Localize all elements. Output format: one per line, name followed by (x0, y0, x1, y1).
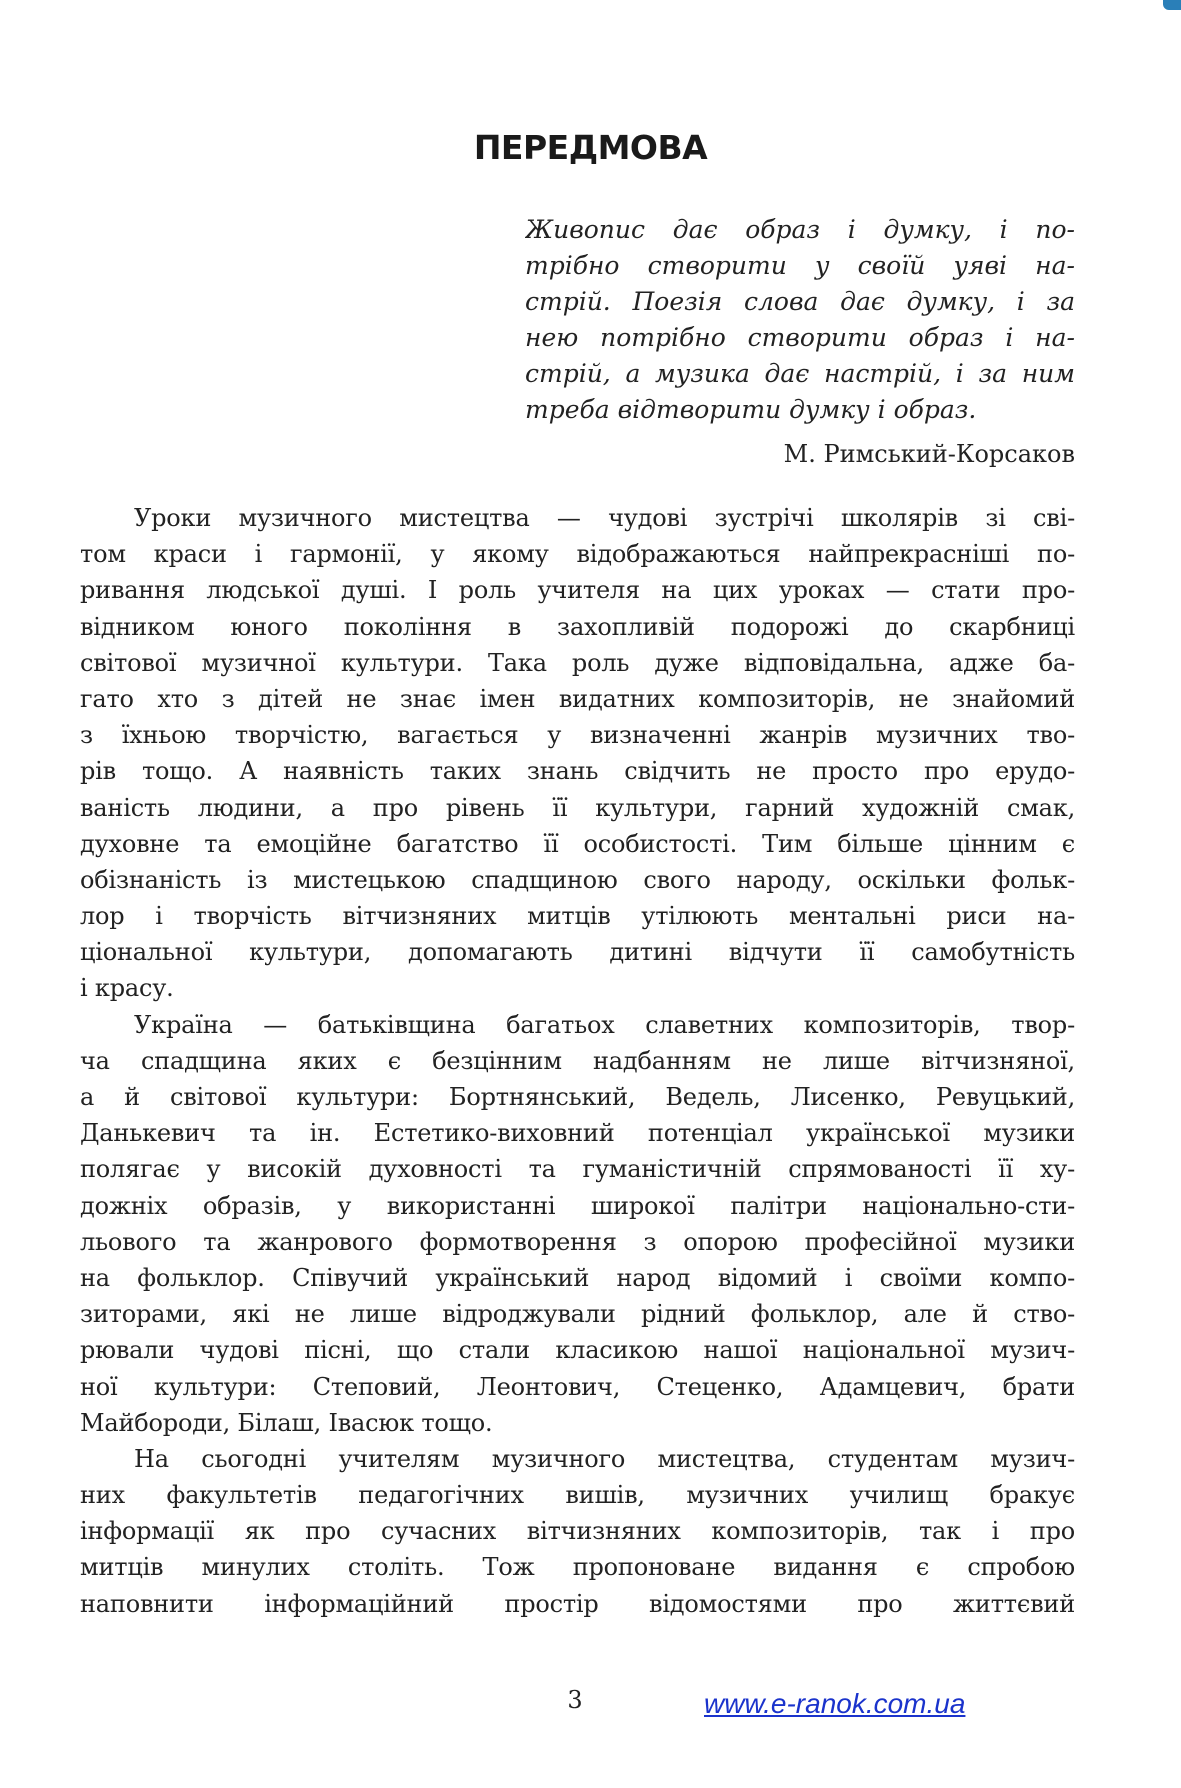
epigraph-line: нею потрібно створити образ і на- (525, 323, 1075, 352)
epigraph-line: стрій. Поезія слова дає думку, і за (525, 287, 1075, 316)
paragraph-line: полягає у високій духовності та гуманістичній спрямованості її ху- (80, 1155, 1075, 1184)
epigraph-line: стрій, а музика дає настрій, і за ним (525, 359, 1075, 388)
paragraph-line: наповнити інформаційний простір відомостями про життєвий (80, 1589, 1075, 1618)
paragraph-line: них факультетів педагогічних вишів, музичних училищ бракує (80, 1481, 1075, 1510)
paragraph-line: Уроки музичного мистецтва — чудові зустрічі школярів зі сві- (134, 504, 1075, 532)
paragraph-line: на фольклор. Співучий український народ відомий і своїми компо- (80, 1263, 1075, 1292)
paragraph (80, 1007, 1075, 1441)
paragraph-line: дожніх образів, у використанні широкої палітри національно-сти- (80, 1191, 1075, 1220)
paragraph-line: На сьогодні учителям музичного мистецтва, студентам музич- (134, 1444, 1075, 1473)
paragraph-line: Україна — батьківщина багатьох славетних композиторів, твор- (134, 1010, 1075, 1039)
paragraph-line: зиторами, які не лише відроджували рідний фольклор, але й ство- (80, 1300, 1075, 1329)
paragraph-line: рів тощо. А наявність таких знань свідчить не просто про ерудо- (80, 757, 1075, 786)
corner-decoration (1163, 0, 1181, 10)
paragraph-line: гато хто з дітей не знає імен видатних композиторів, не знайомий (80, 684, 1075, 713)
paragraph (80, 500, 1075, 1007)
paragraph-line: обізнаність із мистецькою спадщиною свого народу, оскільки фольк- (80, 865, 1075, 894)
paragraph-line: ривання людської душі. І роль учителя на цих уроках — стати про- (80, 576, 1075, 605)
paragraph-line: ціональної культури, допомагають дитині відчути її самобутність (80, 938, 1075, 967)
paragraph-line: відником юного покоління в захопливій подорожі до скарбниці (80, 612, 1075, 641)
paragraph-line: і красу. (80, 974, 174, 1003)
paragraph (80, 1441, 1075, 1622)
epigraph-quote (525, 212, 1075, 428)
epigraph-author: М. Римський-Корсаков (783, 440, 1075, 468)
paragraph-line: ної культури: Степовий, Леонтович, Стеценко, Адамцевич, брати (80, 1372, 1075, 1401)
epigraph (525, 212, 1075, 472)
paragraph-line: рювали чудові пісні, що стали класикою нашої національної музич- (80, 1336, 1075, 1365)
site-link[interactable]: www.e-ranok.com.ua (704, 1688, 966, 1719)
epigraph-line: Живопис дає образ і думку, і по- (525, 215, 1075, 244)
paragraph-line: інформації як про сучасних вітчизняних композиторів, так і про (80, 1517, 1075, 1546)
page-title: ПЕРЕДМОВА (473, 128, 708, 167)
paragraph-line: Данькевич та ін. Естетико-виховний потенціал української музики (80, 1119, 1075, 1148)
epigraph-line: трібно створити у своїй уяві на- (525, 251, 1075, 280)
epigraph-line: треба відтворити думку і образ. (525, 395, 977, 424)
paragraph-line: а й світової культури: Бортнянський, Ведель, Лисенко, Ревуцький, (80, 1083, 1075, 1111)
paragraph-line: з їхньою творчістю, вагається у визначенні жанрів музичних тво- (80, 721, 1075, 750)
paragraph-line: ваність людини, а про рівень її культури, гарний художній смак, (80, 793, 1075, 822)
paragraph-line: лор і творчість вітчизняних митців утілюють ментальні риси на- (80, 902, 1075, 931)
paragraph-line: світової музичної культури. Така роль дуже відповідальна, адже ба- (80, 648, 1075, 677)
paragraph-line: Майбороди, Білаш, Івасюк тощо. (80, 1408, 493, 1437)
paragraph-line: духовне та емоційне багатство її особистості. Тим більше цінним є (80, 829, 1075, 858)
body-text (80, 500, 1075, 1622)
page-number: 3 (567, 1686, 583, 1714)
paragraph-line: ча спадщина яких є безцінним надбанням не лише вітчизняної, (80, 1046, 1075, 1075)
paragraph-line: льового та жанрового формотворення з опорою професійної музики (80, 1227, 1075, 1256)
paragraph-line: митців минулих століть. Тож пропоноване видання є спробою (80, 1553, 1075, 1582)
paragraph-line: том краси і гармонії, у якому відображаються найпрекрасніші по- (80, 540, 1075, 569)
